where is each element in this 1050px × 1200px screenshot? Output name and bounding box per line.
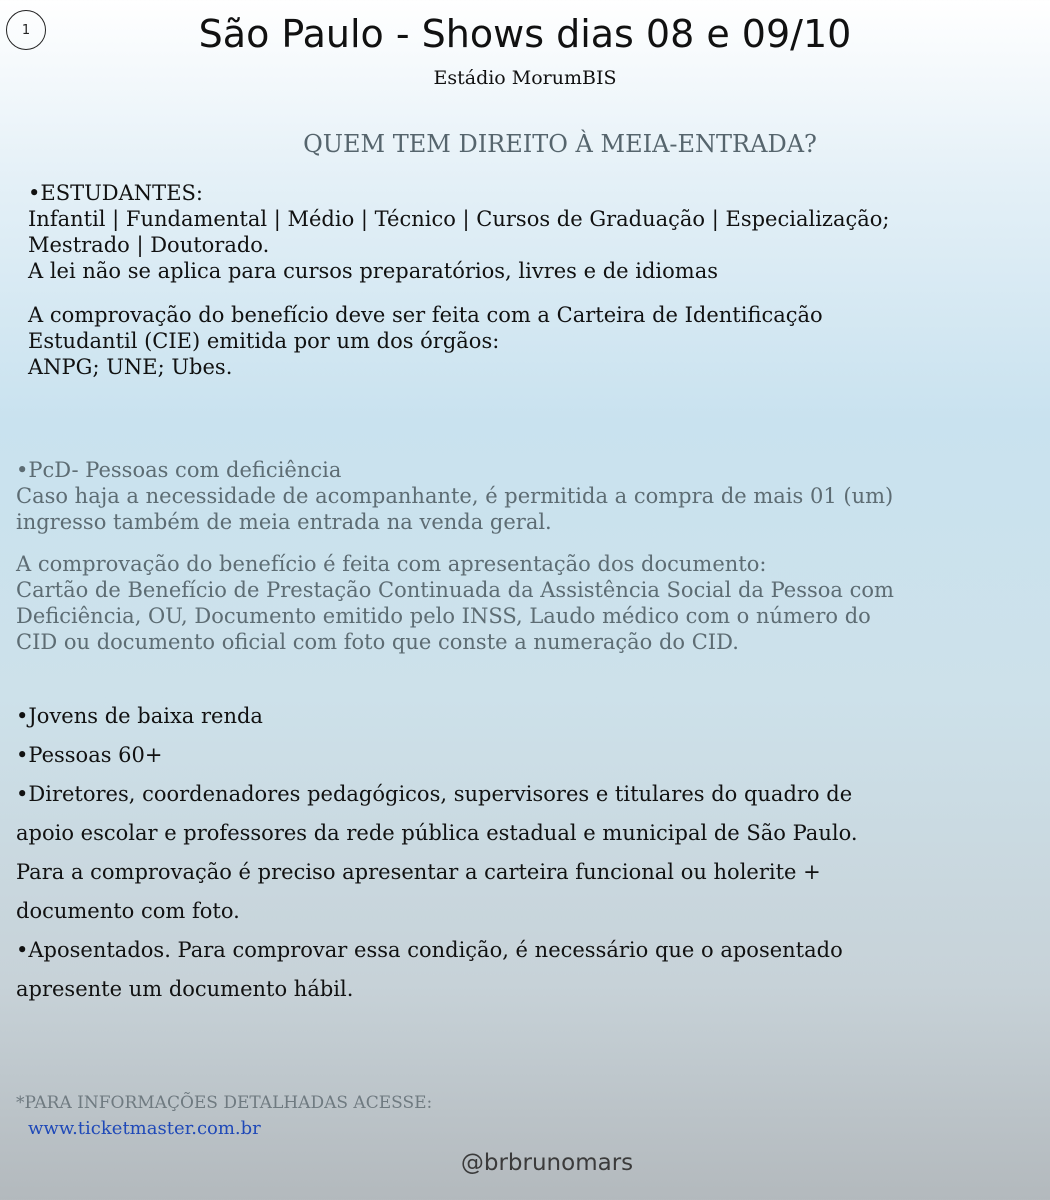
info-note: *PARA INFORMAÇÕES DETALHADAS ACESSE: (16, 1093, 433, 1113)
venue-subtitle: Estádio MorumBIS (433, 67, 617, 89)
students-exclusion: A lei não se aplica para cursos preparatórios, livres e de idiomas (28, 259, 718, 283)
list-item: apresente um documento hábil. (16, 977, 354, 1001)
other-beneficiaries-list (16, 697, 858, 1009)
students-proof-line3: ANPG; UNE; Ubes. (28, 355, 233, 379)
social-handle: @brbrunomars (460, 1150, 634, 1176)
pcd-line1: Caso haja a necessidade de acompanhante, é permitida a compra de mais 01 (um) (16, 484, 894, 508)
students-proof-line1: A comprovação do benefício deve ser feita com a Carteira de Identificação (28, 303, 823, 327)
pcd-proof-line2: Cartão de Benefício de Prestação Continuada da Assistência Social da Pessoa com (16, 578, 894, 602)
pcd-proof (16, 551, 894, 655)
students-label: •ESTUDANTES: (28, 181, 203, 205)
students-proof (28, 302, 823, 380)
page-number: 1 (21, 22, 31, 38)
list-item: •Aposentados. Para comprovar essa condição, é necessário que o aposentado (16, 938, 843, 962)
list-item: documento com foto. (16, 899, 240, 923)
pcd-section (16, 457, 893, 535)
pcd-proof-line1: A comprovação do benefício é feita com apresentação dos documento: (16, 552, 767, 576)
students-proof-line2: Estudantil (CIE) emitida por um dos órgãos: (28, 329, 500, 353)
pcd-proof-line3: Deficiência, OU, Documento emitido pelo INSS, Laudo médico com o número do (16, 604, 871, 628)
list-item: Para a comprovação é preciso apresentar a carteira funcional ou holerite + (16, 860, 821, 884)
page-title: São Paulo - Shows dias 08 e 09/10 (198, 12, 852, 56)
pcd-proof-line4: CID ou documento oficial com foto que conste a numeração do CID. (16, 630, 739, 654)
pcd-label: •PcD- Pessoas com deficiência (16, 458, 342, 482)
students-section (28, 180, 890, 284)
section-heading: QUEM TEM DIREITO À MEIA-ENTRADA? (303, 130, 817, 158)
students-levels-line2: Mestrado | Doutorado. (28, 233, 270, 257)
pcd-line2: ingresso também de meia entrada na venda geral. (16, 510, 552, 534)
list-item: •Diretores, coordenadores pedagógicos, supervisores e titulares do quadro de (16, 782, 853, 806)
ticketmaster-link[interactable]: www.ticketmaster.com.br (28, 1118, 261, 1139)
list-item: •Pessoas 60+ (16, 743, 163, 767)
students-levels-line1: Infantil | Fundamental | Médio | Técnico | Cursos de Graduação | Especialização; (28, 207, 890, 231)
list-item: •Jovens de baixa renda (16, 704, 263, 728)
list-item: apoio escolar e professores da rede pública estadual e municipal de São Paulo. (16, 821, 858, 845)
